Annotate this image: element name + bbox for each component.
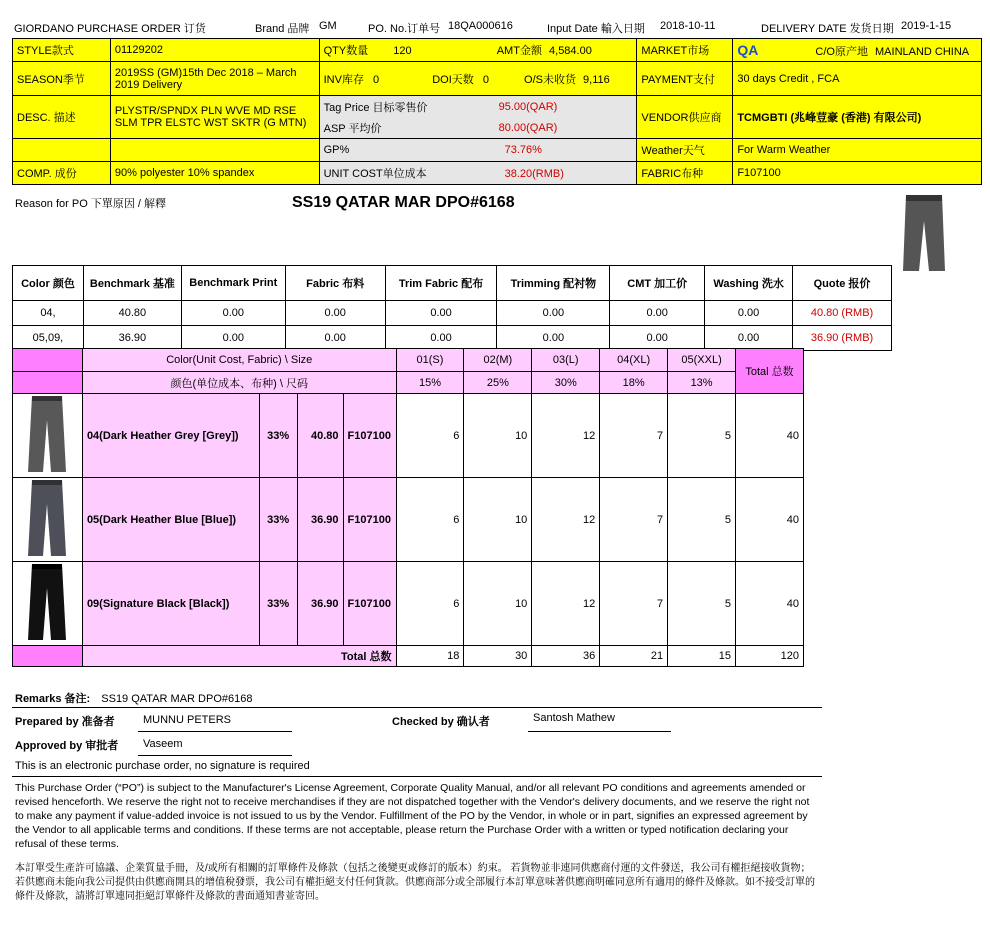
size-total: 36 (532, 646, 600, 667)
cost-header: Benchmark 基准 (83, 266, 181, 301)
qty-amt-cell (319, 39, 637, 62)
qty-cell: 12 (532, 394, 600, 478)
cost-cell: 0.00 (385, 326, 497, 351)
company-title: GIORDANO PURCHASE ORDER 订货 (14, 23, 206, 35)
size-header: 02(M) (464, 349, 532, 372)
unit-cost-label: UNIT COST单位成本 (323, 168, 427, 180)
inv-label: INV库存 (323, 73, 364, 86)
table-row (13, 478, 804, 562)
cost-breakdown-table (12, 265, 892, 351)
color-name: 09(Signature Black [Black]) (82, 562, 259, 646)
po-value: 18QA000616 (448, 20, 513, 32)
weather-label: Weather天气 (637, 139, 733, 162)
empty-label (13, 139, 111, 162)
cost-header: Trimming 配衬物 (497, 266, 610, 301)
table-row (13, 394, 804, 478)
input-date-value: 2018-10-11 (660, 20, 716, 32)
color-fabric: F107100 (343, 394, 396, 478)
pants-swatch-blue (22, 478, 72, 558)
reason-label: Reason for PO 下單原因 / 解釋 (15, 198, 166, 210)
qty-cell: 6 (396, 478, 464, 562)
legal-terms-chinese: 本訂單受生產許可協議、企業質量手冊，及/或所有相關的訂單條件及條款（包括之後變更或修訂的版本）約束。 若貨物並非連同供應商付運的文件發送，我公司有權拒絕接收貨物；若供應商未能向我公司提供由供應商開具的增值稅發票，我公司有權拒絕支付任何貨款。供應商部分或全部履行本訂單意味著供應商明確同意所有適用的條件及條款。如不接受訂單的條件及條款，請將訂單連同拒絕訂單條件及條款的書面通知書並寄回。 (15, 863, 815, 902)
doi-value: 0 (482, 73, 489, 86)
quote-cell: 40.80 (RMB) (793, 301, 892, 326)
divider (12, 776, 822, 777)
color-cost: 36.90 (297, 562, 343, 646)
os-value: 9,116 (583, 73, 610, 86)
origin-label: C/O原产地 (815, 45, 868, 58)
market-value: QA (737, 41, 759, 58)
swatch-header (13, 372, 83, 394)
asp-label: ASP 平均价 (323, 122, 382, 135)
remarks-label: Remarks 备注: (15, 693, 91, 705)
divider (12, 707, 822, 708)
size-total: 15 (668, 646, 736, 667)
qty-cell: 10 (464, 394, 532, 478)
qty-cell: 12 (532, 562, 600, 646)
color-cost: 36.90 (297, 478, 343, 562)
qty-cell: 5 (668, 394, 736, 478)
cost-header: Color 颜色 (13, 266, 84, 301)
size-ratio: 13% (668, 372, 736, 394)
remarks-value: SS19 QATAR MAR DPO#6168 (101, 693, 253, 705)
cost-cell: 0.00 (181, 326, 285, 351)
cost-header: Trim Fabric 配布 (385, 266, 497, 301)
swatch-cell (13, 478, 83, 562)
qty-cell: 5 (668, 478, 736, 562)
cost-cell: 0.00 (705, 326, 793, 351)
size-header: 05(XXL) (668, 349, 736, 372)
swatch-cell (13, 562, 83, 646)
color-name: 04(Dark Heather Grey [Grey]) (82, 394, 259, 478)
cost-cell: 0.00 (610, 301, 705, 326)
weather-value: For Warm Weather (733, 139, 982, 162)
qty-cell: 7 (600, 478, 668, 562)
size-header: 04(XL) (600, 349, 668, 372)
delivery-date-value: 2019-1-15 (901, 20, 952, 32)
comp-label: COMP. 成份 (13, 162, 111, 185)
checked-underline (528, 731, 671, 732)
prepared-underline (138, 731, 292, 732)
swatch-cell (13, 394, 83, 478)
gp-value: 73.76% (504, 144, 542, 156)
cost-cell: 0.00 (285, 326, 385, 351)
inventory-cell (319, 62, 637, 96)
row-total: 40 (736, 478, 804, 562)
table-row (13, 301, 892, 326)
size-total: 21 (600, 646, 668, 667)
po-title: SS19 QATAR MAR DPO#6168 (292, 194, 515, 211)
style-value: 01129202 (110, 39, 319, 62)
qty-cell: 7 (600, 394, 668, 478)
qty-cell: 10 (464, 478, 532, 562)
total-header: Total 总数 (736, 349, 804, 394)
cost-cell: 0.00 (497, 301, 610, 326)
remarks-row (15, 690, 252, 706)
pants-swatch-black (22, 562, 72, 642)
size-ratio: 30% (532, 372, 600, 394)
qty-cell: 6 (396, 394, 464, 478)
vendor-label: VENDOR供应商 (637, 96, 733, 139)
cost-cell: 36.90 (83, 326, 181, 351)
cost-cell: 0.00 (497, 326, 610, 351)
size-ratio: 15% (396, 372, 464, 394)
pants-swatch-grey (22, 394, 72, 474)
size-header: 03(L) (532, 349, 600, 372)
approved-underline (138, 755, 292, 756)
delivery-date-label: DELIVERY DATE 发货日期 (761, 23, 894, 35)
color-percent: 33% (259, 562, 297, 646)
fabric-value: F107100 (733, 162, 982, 185)
size-total: 18 (396, 646, 464, 667)
desc-label: DESC. 描述 (13, 96, 111, 139)
season-value: 2019SS (GM)15th Dec 2018 – March 2019 Delivery (110, 62, 319, 96)
size-header: 01(S) (396, 349, 464, 372)
asp-value: 80.00(QAR) (498, 121, 558, 134)
cost-header-row (13, 266, 892, 301)
doi-label: DOI天数 (432, 73, 474, 86)
color-fabric: F107100 (343, 478, 396, 562)
market-origin-cell (733, 39, 982, 62)
size-ratio: 18% (600, 372, 668, 394)
swatch-total-cell (13, 646, 83, 667)
comp-value: 90% polyester 10% spandex (110, 162, 319, 185)
approved-value: Vaseem (143, 738, 183, 750)
approved-label: Approved by 审批者 (15, 740, 119, 752)
swatch-header (13, 349, 83, 372)
amt-label: AMT金额 (496, 45, 542, 57)
checked-label: Checked by 确认者 (392, 716, 490, 728)
season-label: SEASON季节 (13, 62, 111, 96)
cost-header: Washing 洗水 (705, 266, 793, 301)
price-cell (319, 96, 637, 139)
qty-value: 120 (393, 45, 412, 57)
payment-label: PAYMENT支付 (637, 62, 733, 96)
cost-cell: 0.00 (705, 301, 793, 326)
cost-header: CMT 加工价 (610, 266, 705, 301)
qty-cell: 6 (396, 562, 464, 646)
legal-terms-english: This Purchase Order (“PO”) is subject to the Manufacturer's License Agreement, Corporate Quality Manual, and/or all relevant PO conditions and agreements amended or revised henceforth. We reserve the right not to receive merchandises if they are not dispatched together with the Vendor's delivery documents, and we reserve the right not to make any payment if value-added invoice is not issued to us by the Vendor. Fulfillment of the PO by the Vendor, in whole or in part, signifies an expressed agreement by the Vendor to all applicable terms and conditions. If these terms are not acceptable, please return the Purchase Order with a written or typed notification declaring your refusal of these terms. (15, 782, 810, 850)
empty-value (110, 139, 319, 162)
cost-cell: 0.00 (385, 301, 497, 326)
cost-cell: 05,09, (13, 326, 84, 351)
totals-row (13, 646, 804, 667)
electronic-note: This is an electronic purchase order, no signature is required (15, 760, 310, 772)
cost-cell: 04, (13, 301, 84, 326)
prepared-value: MUNNU PETERS (143, 714, 232, 726)
tag-price-value: 95.00(QAR) (498, 100, 558, 113)
brand-label: Brand 品牌 (255, 23, 310, 35)
quote-cell: 36.90 (RMB) (793, 326, 892, 351)
qty-cell: 5 (668, 562, 736, 646)
cost-cell: 0.00 (285, 301, 385, 326)
grand-total: 120 (736, 646, 804, 667)
po-info-table (12, 38, 982, 185)
gp-label: GP% (323, 144, 350, 156)
payment-value: 30 days Credit , FCA (733, 62, 982, 96)
color-cost: 40.80 (297, 394, 343, 478)
row-total: 40 (736, 394, 804, 478)
cost-cell: 40.80 (83, 301, 181, 326)
checked-value: Santosh Mathew (533, 712, 615, 724)
prepared-label: Prepared by 准备者 (15, 716, 115, 728)
size-breakdown-table (12, 348, 804, 667)
color-fabric: F107100 (343, 562, 396, 646)
style-label: STYLE款式 (13, 39, 111, 62)
po-label: PO. No.订单号 (368, 23, 441, 35)
qty-label: QTY数量 (323, 45, 369, 57)
row-total: 40 (736, 562, 804, 646)
desc-value: PLYSTR/SPNDX PLN WVE MD RSE SLM TPR ELSTC WST SKTR (G MTN) (110, 96, 319, 139)
color-percent: 33% (259, 478, 297, 562)
input-date-label: Input Date 輸入日期 (547, 23, 645, 35)
table-row (13, 326, 892, 351)
size-ratio: 25% (464, 372, 532, 394)
tag-price-label: Tag Price 目标零售价 (323, 101, 428, 114)
inv-value: 0 (373, 73, 380, 86)
origin-value: MAINLAND CHINA (875, 45, 970, 58)
cost-header: Fabric 布料 (285, 266, 385, 301)
amt-value: 4,584.00 (549, 45, 592, 57)
cost-cell: 0.00 (610, 326, 705, 351)
color-percent: 33% (259, 394, 297, 478)
cost-cell: 0.00 (181, 301, 285, 326)
size-total: 30 (464, 646, 532, 667)
qty-cell: 12 (532, 478, 600, 562)
totals-label: Total 总数 (82, 646, 396, 667)
qty-cell: 10 (464, 562, 532, 646)
vendor-value: TCMGBTI (兆峰荳豪 (香港) 有限公司) (733, 96, 982, 139)
grid-header-en: Color(Unit Cost, Fabric) \ Size (82, 349, 396, 372)
grid-header-zh: 颜色(单位成本、布种) \ 尺码 (82, 372, 396, 394)
gp-cell (319, 139, 637, 162)
os-label: O/S未收货 (524, 73, 576, 86)
cost-header: Benchmark Print (181, 266, 285, 301)
brand-value: GM (319, 20, 337, 32)
market-label: MARKET市场 (637, 39, 733, 62)
color-name: 05(Dark Heather Blue [Blue]) (82, 478, 259, 562)
unit-cost-cell (319, 162, 637, 185)
qty-cell: 7 (600, 562, 668, 646)
cost-header: Quote 报价 (793, 266, 892, 301)
fabric-label: FABRIC布种 (637, 162, 733, 185)
table-row (13, 562, 804, 646)
unit-cost-value: 38.20(RMB) (504, 168, 564, 180)
product-thumbnail (898, 191, 950, 275)
